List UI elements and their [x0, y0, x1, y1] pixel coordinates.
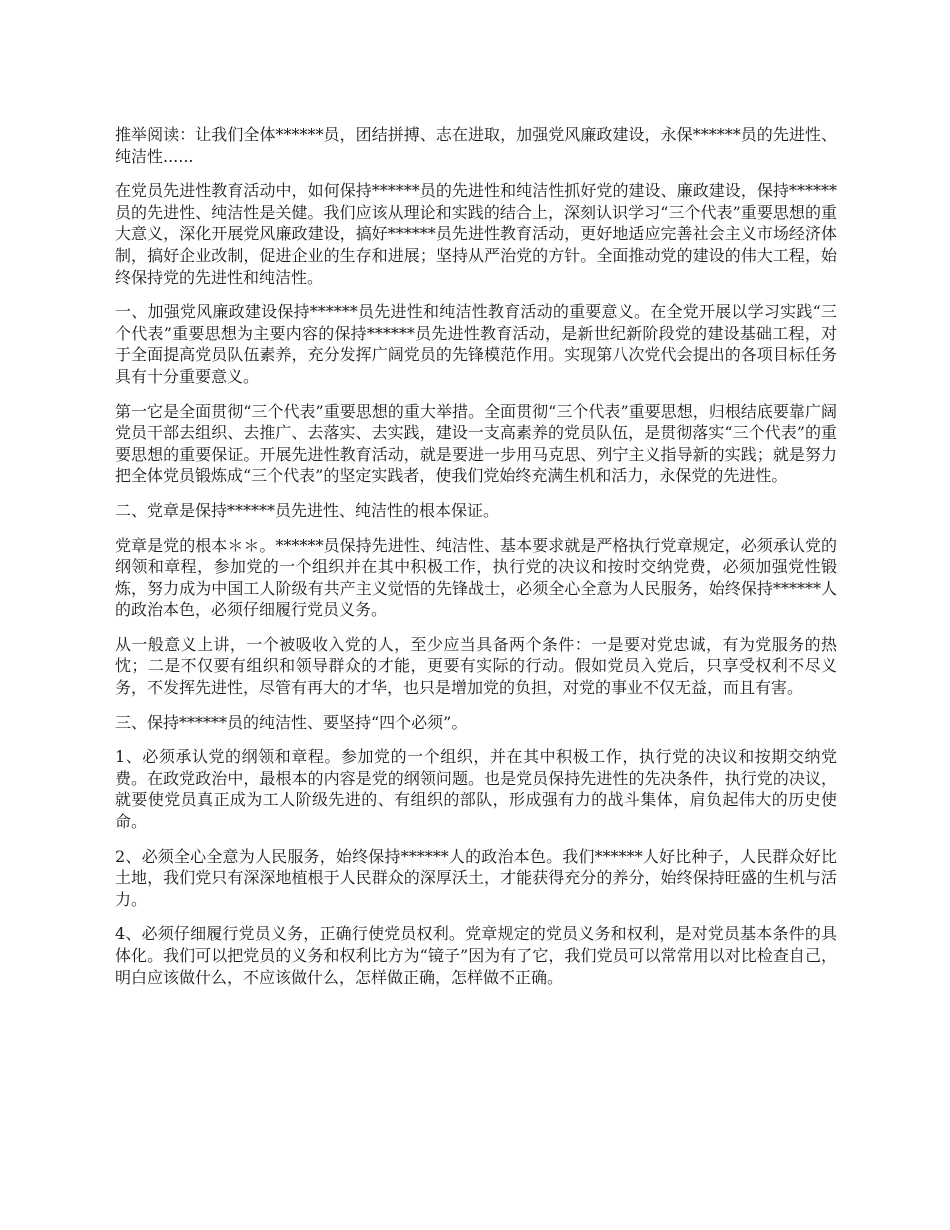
list-item-paragraph: 2、必须全心全意为人民服务，始终保持******人的政治本色。我们******人好比种子，人民群众好比土地，我们党只有深深地植根于人民群众的深厚沃土，才能获得充分的养分，始终保持旺盛的生机与活力。	[115, 846, 837, 909]
list-item-paragraph: 4、必须仔细履行党员义务，正确行使党员权利。党章规定的党员义务和权利，是对党员基本条件的具体化。我们可以把党员的义务和权利比方为“镜子”因为有了它，我们党员可以常常用以对比检查自己，明白应该做什么，不应该做什么，怎样做正确，怎样做不正确。	[115, 924, 837, 987]
document-body	[115, 124, 837, 1001]
section-3-heading: 三、保持******员的纯洁性、要坚持“四个必须”。	[115, 712, 468, 732]
body-paragraph: 从一般意义上讲，一个被吸收入党的人，至少应当具备两个条件：一是要对党忠诚，有为党服务的热忱；二是不仅要有组织和领导群众的才能，更要有实际的行动。假如党员入党后，只享受权利不尽义务，不发挥先进性，尽管有再大的才华，也只是增加党的负担，对党的事业不仅无益，而且有害。	[115, 634, 837, 698]
section-2-heading: 二、党章是保持******员先进性、纯洁性的根本保证。	[115, 500, 500, 520]
intro-paragraph: 推举阅读：让我们全体******员，团结拼搏、志在进取，加强党风廉政建设，永保******员的先进性、纯洁性......	[115, 125, 837, 166]
list-item-paragraph: 1、必须承认党的纲领和章程。参加党的一个组织，并在其中积极工作，执行党的决议和按期交纳党费。在政党政治中，最根本的内容是党的纲领问题。也是党员保持先进性的先决条件，执行党的决议，就要使党员真正成为工人阶级先进的、有组织的部队，形成强有力的战斗集体，肩负起伟大的历史使命。	[115, 747, 837, 832]
body-paragraph: 第一它是全面贯彻“三个代表”重要思想的重大举措。全面贯彻“三个代表”重要思想，归根结底要靠广阔党员干部去组织、去推广、去落实、去实践，建设一支高素养的党员队伍，是贯彻落实“三个代表”的重要思想的重要保证。开展先进性教育活动，就是要进一步用马克思、列宁主义指导新的实践；就是努力把全体党员锻炼成“三个代表”的坚定实践者，使我们党始终充满生机和活力，永保党的先进性。	[115, 401, 837, 486]
body-paragraph: 在党员先进性教育活动中，如何保持******员的先进性和纯洁性抓好党的建设、廉政建设，保持******员的先进性、纯洁性是关健。我们应该从理论和实践的结合上，深刻认识学习“三个代表”重要思想的重大意义，深化开展党风廉政建设，搞好******员先进性教育活动，更好地适应完善社会主义市场经济体制，搞好企业改制，促进企业的生存和进展；坚持从严治党的方针。全面推动党的建设的伟大工程，始终保持党的先进性和纯洁性。	[115, 181, 837, 287]
body-paragraph: 党章是党的根本＊＊。******员保持先进性、纯洁性、基本要求就是严格执行党章规定，必须承认党的纲领和章程，参加党的一个组织并在其中积极工作，执行党的决议和按时交纳党费，必须加强党性锻炼，努力成为中国工人阶级有共产主义觉悟的先锋战士，必须全心全意为人民服务，始终保持******人的政治本色，必须仔细履行党员义务。	[115, 535, 837, 620]
section-1-paragraph: 一、加强党风廉政建设保持******员先进性和纯洁性教育活动的重要意义。在全党开展以学习实践“三个代表”重要思想为主要内容的保持******员先进性教育活动，是新世纪新阶段党的建设基础工程，对于全面提高党员队伍素养，充分发挥广阔党员的先锋模范作用。实现第八次党代会提出的各项目标任务具有十分重要意义。	[115, 302, 837, 386]
